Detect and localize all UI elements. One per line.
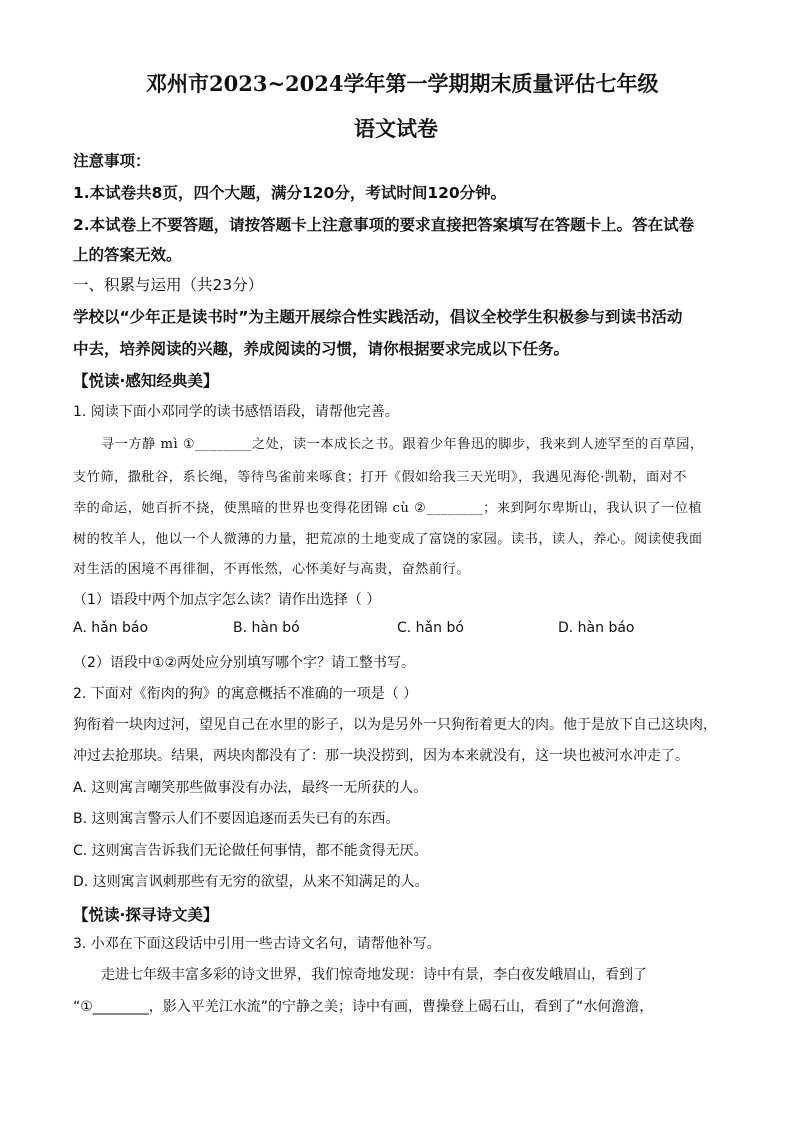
question-1-passage-line-4: 树的牧羊人，他以一个人微薄的力量，把荒凉的土地变成了富饶的家园。读书，读人，养心。阅读使我面 — [73, 532, 703, 547]
question-2-stem: 2. 下面对《衔肉的狗》的寓意概括不准确的一项是（ ） — [73, 686, 418, 702]
part-1-heading: 【悦读·感知经典美】 — [73, 372, 219, 390]
question-3-stem: 3. 小邓在下面这段话中引用一些古诗文名句，请帮他补写。 — [73, 936, 441, 952]
question-1-passage-line-1: 寻一方静 mì ①________之处，读一本成长之书。跟着少年鲁迅的脚步，我来到人迹罕至的百草园， — [101, 437, 704, 452]
question-2-option-b: B. 这则寓言警示人们不要因追逐而丢失已有的东西。 — [73, 811, 400, 827]
question-1-option-b: B. hàn bó — [233, 620, 300, 636]
question-1-option-a: A. hǎn báo — [73, 620, 149, 636]
question-3-passage-line-2: “①________，影入平羌江水流”的宁静之美；诗中有画，曹操登上碣石山，看到了“水何澹澹， — [73, 999, 654, 1015]
question-1-passage-line-3: 幸的命运，她百折不挠，使黑暗的世界也变得花团锦 cù ②________；来到阿尔卑斯山，我认识了一位植 — [73, 501, 703, 516]
part-2-heading: 【悦读·探寻诗文美】 — [73, 906, 219, 924]
question-2-option-c: C. 这则寓言告诉我们无论做任何事情，都不能贪得无厌。 — [73, 843, 428, 859]
section-1-intro-line-1: 学校以“少年正是读书时”为主题开展综合性实践活动，倡议全校学生积极参与到读书活动 — [73, 308, 683, 326]
question-1-passage-line-2: 支竹筛，撒秕谷，系长绳，等待鸟雀前来啄食；打开《假如给我三天光明》，我遇见海伦·凯勒，面对不 — [73, 470, 688, 485]
section-1-heading: 一、积累与运用（共23分） — [73, 276, 264, 294]
question-1-sub-1: （1）语段中两个加点字怎么读？请作出选择（ ） — [73, 592, 381, 608]
question-1-sub-2: （2）语段中①②两处应分别填写哪个字？请工整书写。 — [73, 655, 416, 671]
exam-subtitle: 语文试卷 — [354, 116, 438, 141]
section-1-intro-line-2: 中去，培养阅读的兴趣，养成阅读的习惯，请你根据要求完成以下任务。 — [73, 340, 570, 358]
notice-item-2-line-2: 上的答案无效。 — [73, 246, 182, 264]
question-1-stem: 1. 阅读下面小邓同学的读书感悟语段，请帮他完善。 — [73, 404, 399, 420]
question-1-option-c: C. hǎn bó — [397, 620, 464, 636]
notice-heading: 注意事项： — [73, 152, 151, 170]
question-3-passage-line-1: 走进七年级丰富多彩的诗文世界，我们惊奇地发现：诗中有景，李白夜发峨眉山，看到了 — [101, 967, 647, 983]
question-1-option-d: D. hàn báo — [558, 620, 635, 636]
notice-item-2-line-1: 2.本试卷上不要答题，请按答题卡上注意事项的要求直接把答案填写在答题卡上。答在试卷 — [73, 216, 695, 234]
question-2-option-d: D. 这则寓言讽刺那些有无穷的欲望，从来不知满足的人。 — [73, 874, 429, 890]
notice-item-1: 1.本试卷共8页，四个大题，满分120分，考试时间120分钟。 — [73, 184, 507, 202]
question-2-passage-line-1: 狗衔着一块肉过河，望见自己在水里的影子，以为是另外一只狗衔着更大的肉。他于是放下自己这块肉， — [73, 717, 717, 733]
question-1-passage-line-5: 对生活的困境不再徘徊，不再怅然，心怀美好与高贵，奋然前行。 — [73, 562, 470, 577]
exam-title: 邓州市2023~2024学年第一学期期末质量评估七年级 — [146, 71, 659, 96]
question-2-option-a: A. 这则寓言嘲笑那些做事没有办法，最终一无所获的人。 — [73, 780, 428, 796]
question-2-passage-line-2: 冲过去抢那块。结果，两块肉都没有了：那一块没捞到，因为本来就没有，这一块也被河水冲走了。 — [73, 748, 689, 764]
